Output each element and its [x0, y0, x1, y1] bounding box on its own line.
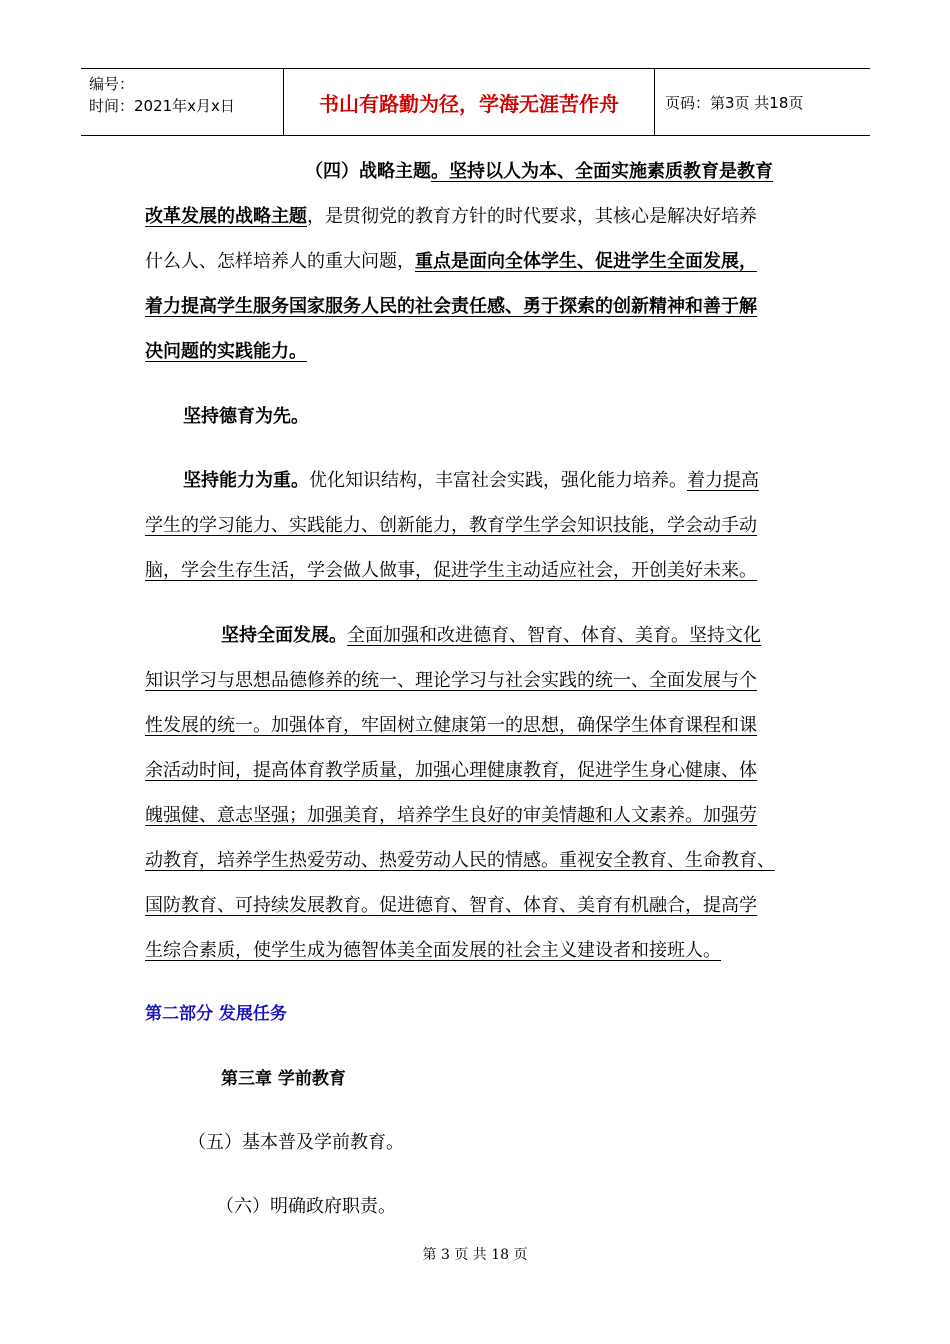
p4-line-4: 着力提高学生服务国家服务人民的社会责任感、勇于探索的创新精神和善于解 [145, 296, 757, 317]
header-info [81, 69, 283, 135]
allround-line-2: 知识学习与思想品德修养的统一、理论学习与社会实践的统一、全面发展与个 [145, 670, 757, 691]
chapter3-heading: 第三章 学前教育 [221, 1069, 346, 1089]
p4-line-5: 决问题的实践能力。 [145, 341, 307, 362]
number-label: 编号： [89, 75, 135, 93]
page-header [81, 68, 870, 136]
p4-line-1: （四）战略主题。坚持以人为本、全面实施素质教育是教育 [305, 161, 773, 182]
p4-line-3: 什么人、怎样培养人的重大问题，重点是面向全体学生、促进学生全面发展， [145, 251, 757, 272]
item-5: （五）基本普及学前教育。 [188, 1132, 404, 1153]
part2-heading: 第二部分 发展任务 [145, 1004, 287, 1024]
ability-line-2: 学生的学习能力、实践能力、创新能力，教育学生学会知识技能，学会动手动 [145, 515, 757, 536]
header-motto: 书山有路勤为径，学海无涯苦作舟 [283, 69, 655, 135]
allround-line-8: 生综合素质，使学生成为德智体美全面发展的社会主义建设者和接班人。 [145, 940, 721, 961]
page-footer: 第 3 页 共 18 页 [422, 1247, 528, 1263]
ability-line-1: 坚持能力为重。优化知识结构，丰富社会实践，强化能力培养。着力提高 [183, 470, 759, 491]
moral-heading: 坚持德育为先。 [183, 406, 309, 427]
allround-line-1: 坚持全面发展。全面加强和改进德育、智育、体育、美育。坚持文化 [221, 625, 761, 646]
p4-line-2: 改革发展的战略主题，是贯彻党的教育方针的时代要求，其核心是解决好培养 [145, 206, 757, 227]
ability-line-3: 脑，学会生存生活，学会做人做事，促进学生主动适应社会，开创美好未来。 [145, 560, 757, 581]
allround-line-7: 国防教育、可持续发展教育。促进德育、智育、体育、美育有机融合，提高学 [145, 895, 757, 916]
allround-line-3: 性发展的统一。加强体育，牢固树立健康第一的思想，确保学生体育课程和课 [145, 715, 757, 736]
header-page-label: 页码：第3页 共18页 [665, 93, 804, 112]
date-label: 时间：2021年x月x日 [89, 97, 235, 115]
allround-line-4: 余活动时间，提高体育教学质量，加强心理健康教育，促进学生身心健康、体 [145, 760, 757, 781]
item-6: （六）明确政府职责。 [216, 1196, 396, 1217]
allround-line-5: 魄强健、意志坚强；加强美育，培养学生良好的审美情趣和人文素养。加强劳 [145, 805, 757, 826]
allround-line-6: 动教育，培养学生热爱劳动、热爱劳动人民的情感。重视安全教育、生命教育、 [145, 850, 775, 871]
